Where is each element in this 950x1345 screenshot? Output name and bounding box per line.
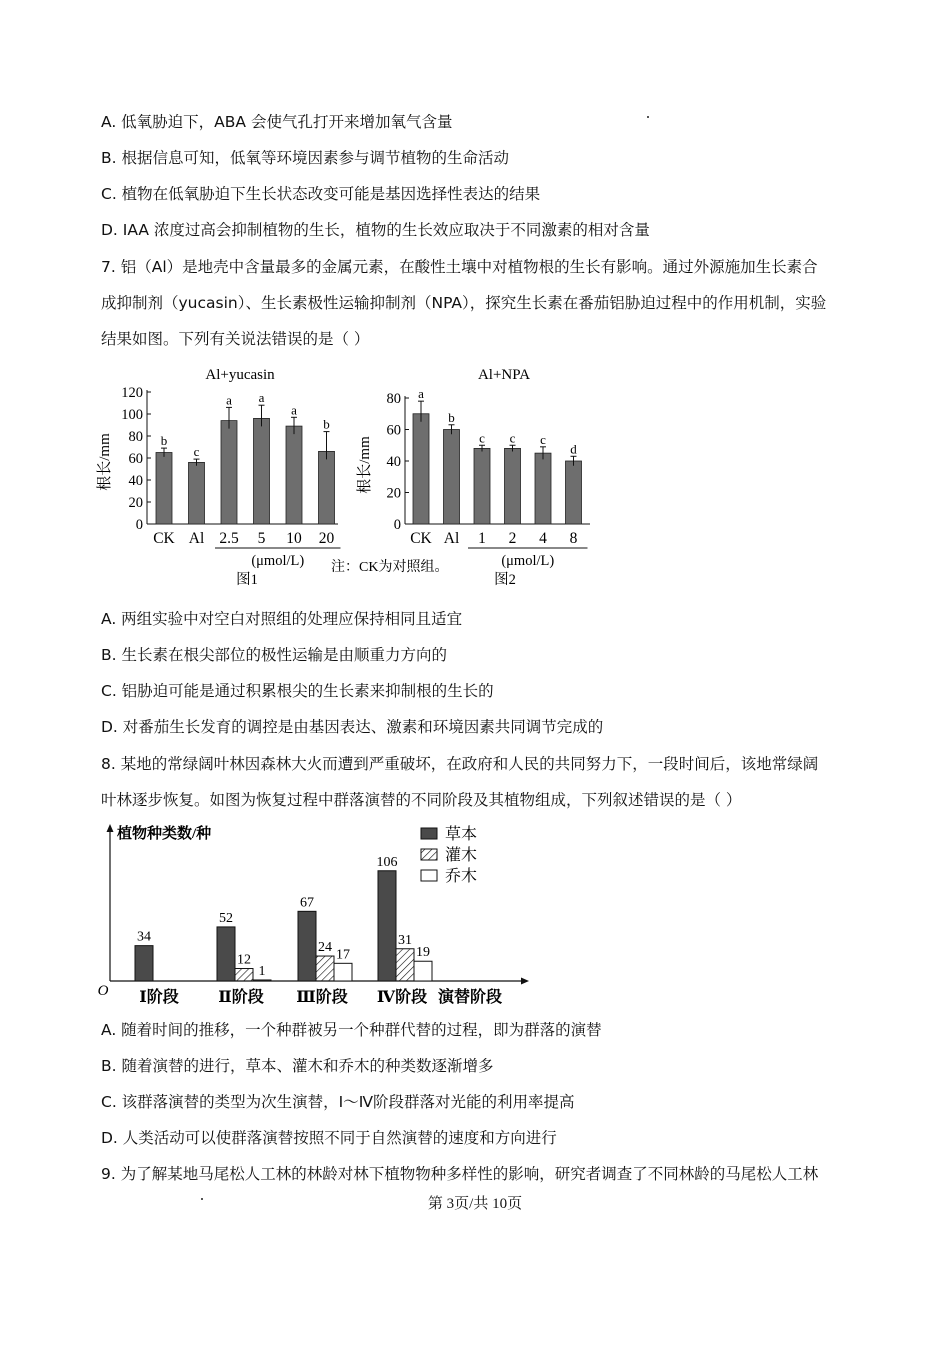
- q8-option-b: B. 随着演替的进行，草本、灌木和乔木的种类数逐渐增多: [101, 1057, 494, 1075]
- speck: [201, 1198, 203, 1200]
- bar: [319, 451, 335, 524]
- x-tick-label: 10: [286, 530, 302, 547]
- bar: [535, 453, 551, 524]
- significance-letter: c: [509, 430, 516, 446]
- q6-option-d: D. IAA 浓度过高会抑制植物的生长，植物的生长效应取决于不同激素的相对含量: [101, 221, 650, 239]
- x-tick-label: 5: [257, 530, 266, 547]
- y-axis-label: 植物种类数/种: [117, 826, 212, 842]
- y-tick-label: 40: [128, 473, 143, 489]
- q7-option-c: C. 铝胁迫可能是通过积累根尖的生长素来抑制根的生长的: [101, 682, 494, 700]
- significance-letter: a: [291, 402, 297, 418]
- figure-caption: 图2: [494, 572, 516, 588]
- q9-stem-line-1: 9. 为了解某地马尾松人工林的林龄对林下植物物种多样性的影响，研究者调查了不同林龄的马尾松人工林: [101, 1165, 819, 1183]
- data-label: 1: [258, 963, 266, 979]
- x-axis-label: 演替阶段: [438, 989, 503, 1006]
- x-tick-label: Ⅲ阶段: [296, 989, 348, 1006]
- q8-stem-line-1: 8. 某地的常绿阔叶林因森林大火而遭到严重破坏，在政府和人民的共同努力下，一段时间后，该地常绿阔: [101, 755, 819, 773]
- y-tick-label: 0: [393, 517, 401, 533]
- bar: [135, 946, 153, 981]
- significance-letter: b: [323, 416, 330, 432]
- q8-option-d: D. 人类活动可以使群落演替按照不同于自然演替的速度和方向进行: [101, 1129, 557, 1147]
- y-tick-label: 60: [128, 451, 143, 467]
- data-label: 67: [300, 895, 314, 911]
- x-tick-label: Al: [188, 530, 205, 547]
- q6-option-c: C. 植物在低氧胁迫下生长状态改变可能是基因选择性表达的结果: [101, 185, 541, 203]
- bar: [413, 414, 429, 524]
- chart-title: Al+yucasin: [205, 367, 275, 383]
- y-axis-arrow: [107, 824, 114, 832]
- x-axis-arrow: [521, 978, 529, 985]
- bar: [444, 430, 460, 525]
- legend-label: 乔木: [445, 868, 478, 885]
- bar: [474, 448, 490, 524]
- y-tick-label: 20: [386, 485, 401, 502]
- significance-letter: b: [160, 433, 168, 449]
- legend-label: 灌木: [445, 847, 478, 864]
- chart-title: Al+NPA: [477, 367, 531, 383]
- q7-figure: [95, 360, 615, 595]
- x-tick-label: 8: [569, 530, 578, 547]
- x-tick-label: 4: [539, 530, 547, 547]
- x-tick-label: Al: [443, 530, 460, 547]
- data-label: 34: [137, 929, 151, 945]
- bar: [316, 956, 334, 981]
- q7-option-d: D. 对番茄生长发育的调控是由基因表达、激素和环境因素共同调节完成的: [101, 718, 604, 736]
- q7-option-a: A. 两组实验中对空白对照组的处理应保持相同且适宜: [101, 610, 463, 628]
- bar: [396, 949, 414, 981]
- bar: [253, 980, 271, 981]
- bar: [254, 418, 270, 524]
- x-tick-label: CK: [153, 530, 175, 547]
- figure-3-chart: [98, 824, 529, 1006]
- significance-letter: a: [258, 390, 265, 406]
- bar: [221, 421, 237, 524]
- data-label: 17: [336, 947, 350, 963]
- bar: [334, 963, 352, 981]
- y-tick-label: 100: [121, 407, 143, 423]
- q6-option-a: A. 低氧胁迫下，ABA 会使气孔打开来增加氧气含量: [101, 113, 453, 131]
- bar: [235, 969, 253, 981]
- bar: [217, 927, 235, 981]
- q8-option-a: A. 随着时间的推移，一个种群被另一个种群代替的过程，即为群落的演替: [101, 1021, 602, 1039]
- q8-stem-line-2: 叶林逐步恢复。如图为恢复过程中群落演替的不同阶段及其植物组成，下列叙述错误的是（ ）: [101, 791, 742, 809]
- data-label: 106: [376, 854, 398, 870]
- x-tick-label: Ⅰ阶段: [139, 989, 179, 1006]
- bar: [298, 911, 316, 981]
- x-tick-label: 2.5: [219, 530, 239, 547]
- significance-letter: b: [448, 409, 455, 425]
- x-axis-label: (μmol/L): [501, 553, 555, 569]
- figure-caption: 图1: [236, 572, 258, 588]
- x-tick-label: Ⅱ阶段: [218, 989, 264, 1006]
- data-label: 19: [416, 945, 430, 961]
- legend-swatch: [421, 870, 437, 881]
- significance-letter: c: [479, 430, 485, 446]
- q8-figure: [95, 818, 535, 1010]
- data-label: 31: [398, 932, 412, 948]
- significance-letter: d: [570, 441, 577, 457]
- x-tick-label: CK: [410, 530, 432, 547]
- y-axis-label: 根长/mm: [357, 436, 373, 494]
- y-tick-label: 120: [121, 385, 143, 401]
- y-tick-label: 0: [135, 517, 143, 533]
- bar: [414, 961, 432, 981]
- q7-note: 注：CK为对照组。: [331, 560, 449, 575]
- x-tick-label: Ⅳ阶段: [376, 989, 428, 1006]
- legend-swatch: [421, 849, 437, 860]
- bar: [378, 871, 396, 981]
- data-label: 12: [237, 952, 251, 968]
- q7-stem-line-1: 7. 铝（Al）是地壳中含量最多的金属元素，在酸性土壤中对植物根的生长有影响。通过外源施加生长素合: [101, 258, 818, 276]
- bar: [505, 448, 521, 524]
- legend-swatch: [421, 828, 437, 839]
- x-tick-label: 2: [508, 530, 517, 547]
- y-tick-label: 80: [128, 429, 143, 445]
- origin-label: O: [97, 983, 109, 999]
- significance-letter: c: [540, 431, 546, 447]
- significance-letter: a: [418, 386, 424, 402]
- data-label: 52: [219, 910, 233, 926]
- q8-option-c: C. 该群落演替的类型为次生演替，Ⅰ～Ⅳ阶段群落对光能的利用率提高: [101, 1093, 575, 1111]
- y-tick-label: 40: [386, 454, 401, 470]
- q7-option-b: B. 生长素在根尖部位的极性运输是由顺重力方向的: [101, 646, 447, 664]
- legend-label: 草本: [445, 826, 478, 843]
- figure-1-chart: [95, 367, 341, 588]
- bar: [566, 461, 582, 524]
- significance-letter: c: [193, 444, 200, 460]
- page-footer: 第 3页/共 10页: [427, 1196, 523, 1212]
- q6-option-b: B. 根据信息可知，低氧等环境因素参与调节植物的生命活动: [101, 149, 509, 167]
- q7-stem-line-2: 成抑制剂（yucasin）、生长素极性运输抑制剂（NPA），探究生长素在番茄铝胁迫过程中的作用机制，实验: [101, 294, 827, 312]
- significance-letter: a: [226, 392, 232, 408]
- y-axis-label: 根长/mm: [97, 433, 113, 491]
- x-tick-label: 20: [318, 530, 335, 547]
- data-label: 24: [318, 940, 332, 956]
- bar: [286, 426, 302, 524]
- figure-2-chart: [355, 367, 590, 588]
- x-axis-label: (μmol/L): [251, 553, 305, 569]
- y-tick-label: 80: [386, 391, 401, 407]
- y-tick-label: 20: [128, 495, 143, 511]
- speck: [647, 116, 649, 118]
- bar: [156, 453, 172, 525]
- q7-stem-line-3: 结果如图。下列有关说法错误的是（ ）: [101, 330, 370, 348]
- y-tick-label: 60: [386, 422, 401, 439]
- x-tick-label: 1: [478, 530, 486, 547]
- bar: [189, 462, 205, 524]
